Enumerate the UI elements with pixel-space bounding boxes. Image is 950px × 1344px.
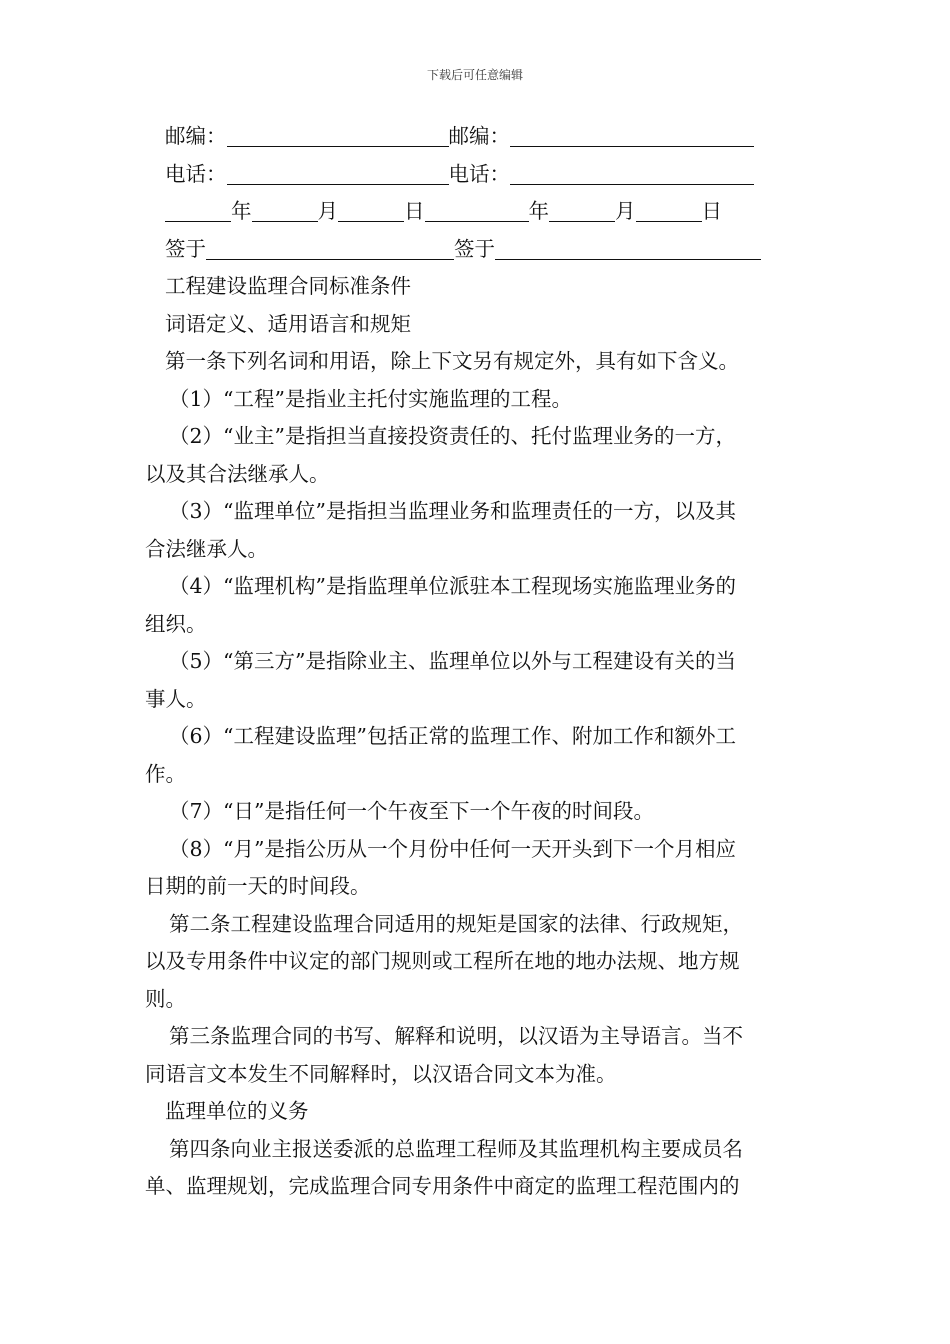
article-2-line1: 第二条工程建设监理合同适用的规矩是国家的法律、行政规矩， — [169, 911, 743, 936]
year-label-right: 年 — [528, 199, 549, 223]
article-3-line1: 第三条监理合同的书写、解释和说明，以汉语为主导语言。当不 — [169, 1024, 743, 1048]
year-label-left: 年 — [231, 199, 252, 223]
year-blank-left[interactable] — [165, 197, 231, 222]
signed-row — [145, 231, 813, 269]
definition-8-line2: 日期的前一天的时间段。 — [145, 874, 371, 898]
definition-8-line1: （8）“月”是指公历从一个月份中任何一天开头到下一个月相应 — [169, 836, 737, 861]
article-2-line2: 以及专用条件中议定的部门规则或工程所在地的地办法规、地方规 — [145, 949, 740, 973]
date-row — [145, 193, 813, 231]
day-blank-left[interactable] — [338, 197, 404, 222]
postcode-label-left: 邮编： — [165, 124, 227, 148]
postcode-row — [145, 118, 813, 156]
signed-blank-right[interactable] — [495, 235, 761, 260]
signed-label-left: 签于 — [165, 236, 206, 261]
section-heading-obligations: 监理单位的义务 — [165, 1099, 309, 1123]
month-blank-right[interactable] — [549, 197, 615, 222]
phone-label-left: 电话： — [165, 161, 227, 186]
postcode-label-right: 邮编： — [448, 124, 510, 148]
article-3-line2: 同语言文本发生不同解释时，以汉语合同文本为准。 — [145, 1061, 617, 1086]
definition-3-line2: 合法继承人。 — [145, 536, 268, 561]
phone-blank-right[interactable] — [510, 160, 754, 185]
definition-1: （1）“工程”是指业主托付实施监理的工程。 — [169, 386, 573, 411]
phone-row — [145, 156, 813, 194]
definition-6-line1: （6）“工程建设监理”包括正常的监理工作、附加工作和额外工 — [169, 724, 737, 748]
section-heading-definitions: 词语定义、适用语言和规矩 — [165, 311, 411, 336]
definition-7: （7）“日”是指任何一个午夜至下一个午夜的时间段。 — [169, 799, 655, 823]
definition-6-line2: 作。 — [145, 761, 186, 786]
month-blank-left[interactable] — [252, 197, 318, 222]
definition-4-line2: 组织。 — [145, 611, 207, 636]
postcode-blank-right[interactable] — [510, 122, 754, 147]
article-2-line3: 则。 — [145, 986, 186, 1011]
definition-4-line1: （4）“监理机构”是指监理单位派驻本工程现场实施监理业务的 — [169, 574, 737, 598]
month-label-left: 月 — [317, 199, 338, 223]
postcode-blank-left[interactable] — [227, 122, 449, 147]
article-1: 第一条下列名词和用语，除上下文另有规定外，具有如下含义。 — [165, 349, 739, 373]
definition-5-line2: 事人。 — [145, 686, 207, 711]
page-header: 下载后可任意编辑 — [426, 68, 523, 82]
phone-blank-left[interactable] — [227, 160, 449, 185]
phone-label-right: 电话： — [448, 161, 510, 186]
year-blank-right[interactable] — [425, 197, 529, 222]
definition-3-line1: （3）“监理单位”是指担当监理业务和监理责任的一方，以及其 — [169, 499, 737, 523]
definition-5-line1: （5）“第三方”是指除业主、监理单位以外与工程建设有关的当 — [169, 649, 737, 673]
day-blank-right[interactable] — [636, 197, 702, 222]
signed-blank-left[interactable] — [206, 235, 454, 260]
document-title: 工程建设监理合同标准条件 — [165, 274, 411, 298]
day-label-left: 日 — [404, 199, 425, 223]
day-label-right: 日 — [701, 199, 722, 223]
document-body — [145, 118, 813, 1206]
article-4-line2: 单、监理规划，完成监理合同专用条件中商定的监理工程范围内的 — [145, 1174, 740, 1198]
definition-2-line2: 以及其合法继承人。 — [145, 461, 330, 486]
article-4-line1: 第四条向业主报送委派的总监理工程师及其监理机构主要成员名 — [169, 1136, 743, 1161]
definition-2-line1: （2）“业主”是指担当直接投资责任的、托付监理业务的一方， — [169, 424, 737, 448]
month-label-right: 月 — [615, 199, 636, 223]
signed-label-right: 签于 — [454, 236, 495, 261]
